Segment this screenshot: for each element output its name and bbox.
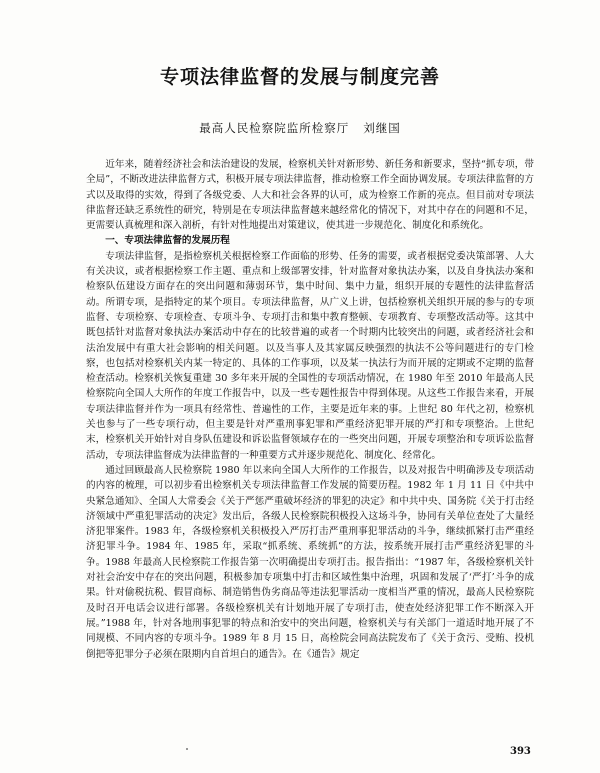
- author-line: [0, 120, 600, 136]
- article-body: [86, 157, 534, 662]
- page-number: 393: [510, 746, 531, 757]
- author-affiliation: 最高人民检察院监所检察厅: [199, 121, 350, 135]
- article-title: 专项法律监督的发展与制度完善: [159, 66, 440, 88]
- author-name: 刘继国: [363, 121, 401, 135]
- body-paragraph: 通过回顾最高人民检察院 1980 年以来向全国人大所作的工作报告，以及对报告中明确涉及专项活动的内容的梳理，可以初步看出检察机关专项法律监督工作发展的简要历程。1982 年 1 月 11 日《中共中央紧急通知》、全国人大常委会《关于严惩严重破坏经济的罪犯的决定》和中共中央、国务院《关于打击经济领域中严重犯罪活动的决定》发出后，各级人民检察院积极投入这场斗争，协同有关单位查处了大量经济犯罪案件。1983 年，各级检察机关积极投入严厉打击严重刑事犯罪活动的斗争，继续抓紧打击严重经济犯罪斗争。1984 年、1985 年，采取“抓系统、系统抓”的方法，按系统开展打击严重经济犯罪的斗争。1988 年最高人民检察院工作报告第一次明确提出专项打击。报告指出：“1987 年，各级检察机关针对社会治安中存在的突出问题，积极参加专项集中打击和区域性集中治理，巩固和发展了‘严打’斗争的成果。针对偷税抗税、假冒商标、制造销售伪劣商品等违法犯罪活动一度相当严重的情况，最高人民检察院及时召开电话会议进行部署。各级检察机关有计划地开展了专项打击，使查处经济犯罪工作不断深入开展。”1988 年，针对各地刑事犯罪的特点和治安中的突出问题，检察机关与有关部门一道适时地开展了不同规模、不同内容的专项斗争。1989 年 8 月 15 日，高检院会同高法院发布了《关于贪污、受贿、投机倒把等犯罪分子必须在限期内自首坦白的通告》。在《通告》规定: [86, 464, 534, 660]
- section-heading: 一、专项法律监督的发展历程: [105, 235, 230, 247]
- scan-dot: [186, 748, 188, 750]
- intro-paragraph: 近年来，随着经济社会和法治建设的发展，检察机关针对新形势、新任务和新要求，坚持“抓专项，带全局”，不断改进法律监督方式，积极开展专项法律监督，推动检察工作全面协调发展。专项法律监督的方式以及取得的实效，得到了各级党委、人大和社会各界的认可，成为检察工作新的亮点。但目前对专项法律监督还缺乏系统性的研究，特别是在专项法律监督越来越经常化的情况下，对其中存在的问题和不足，更需要认真梳理和深入剖析，有针对性地提出对策建议，使其进一步规范化、制度化和系统化。: [86, 159, 534, 232]
- body-paragraph: 专项法律监督，是指检察机关根据检察工作面临的形势、任务的需要，或者根据党委决策部署、人大有关决议，或者根据检察工作主题、重点和上级部署安排，针对监督对象执法办案，以及自身执法办案和检察队伍建设方面存在的突出问题和薄弱环节，集中时间、集中力量，组织开展的专题性的法律监督活动。所谓专项，是指特定的某个项目。专项法律监督，从广义上讲，包括检察机关组织开展的参与的专项监督、专项检察、专项检查、专项斗争、专项打击和集中教育整顿、专项教育、专项整改活动等。这其中既包括针对监督对象执法办案活动中存在的比较普遍的或者一个时期内比较突出的问题，或者经济社会和法治发展中有重大社会影响的相关问题。以及当事人及其家属反映强烈的执法不公等问题进行的专门检察，也包括对检察机关内某一特定的、具体的工作事项，以及某一执法行为而开展的定期或不定期的监督检查活动。检察机关恢复重建 30 多年来开展的全国性的专项活动情况，在 1980 年至 2010 年最高人民检察院向全国人大所作的年度工作报告中，以及一些专题性报告中得到体现。从这些工作报告来看，开展专项法律监督并作为一项具有经常性、普遍性的工作，主要是近年来的事。上世纪 80 年代之初，检察机关也参与了一些专项行动，但主要是针对严重刑事犯罪和严重经济犯罪开展的严打和专项整治。上世纪末，检察机关开始针对自身队伍建设和诉讼监督领域存在的一些突出问题，开展专项整治和专项诉讼监督活动，专项法律监督成为法律监督的一种重要方式并逐步规范化、制度化、经常化。: [86, 250, 534, 461]
